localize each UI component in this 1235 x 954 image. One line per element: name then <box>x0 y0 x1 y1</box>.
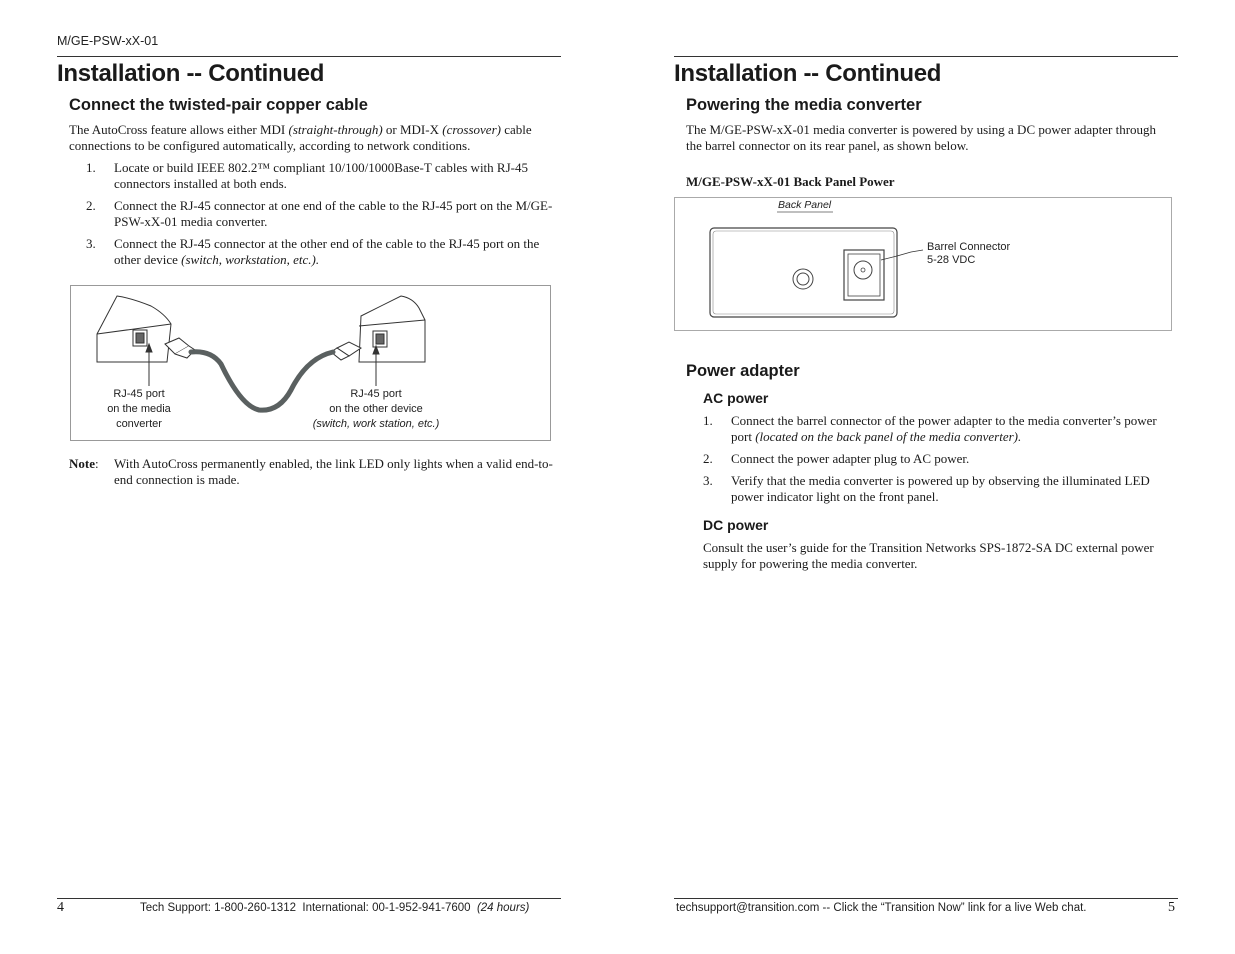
cable-connection-figure <box>70 285 551 441</box>
step-number: 2. <box>703 451 713 466</box>
back-panel-label: Back Panel <box>778 199 832 211</box>
step-text: Connect the barrel connector of the power adapter to the media converter’s power port <box>731 413 1157 444</box>
step-italic: (switch, workstation, etc.). <box>181 252 320 267</box>
back-panel-diagram <box>675 198 1171 330</box>
step-number: 1. <box>703 413 713 428</box>
media-converter-illustration <box>97 296 171 362</box>
step-text: Connect the RJ-45 connector at the other end of the cable to the RJ-45 port on the other device <box>114 236 540 267</box>
footer-rule <box>57 898 561 899</box>
step-number: 3. <box>86 236 96 251</box>
note-label: Note <box>69 456 95 471</box>
step-text: Verify that the media converter is powered up by observing the illuminated LED power indicator light on the front panel. <box>731 473 1150 504</box>
barrel-connector-label <box>927 241 1010 267</box>
other-device-illustration <box>359 296 425 362</box>
left-port-label <box>91 387 187 432</box>
ac-power-heading: AC power <box>703 390 769 406</box>
rj45-plug-right <box>331 342 361 360</box>
page-number: 4 <box>57 900 64 915</box>
label-line: converter <box>116 418 162 430</box>
label-line: on the media <box>107 403 171 415</box>
page-title: Installation -- Continued <box>674 60 942 87</box>
intro-italic-1: (straight-through) <box>288 122 383 137</box>
figure-caption: M/GE-PSW-xX-01 Back Panel Power <box>686 174 895 189</box>
footer-rule <box>674 898 1178 899</box>
footer-text: Tech Support: 1-800-260-1312 International: 00-1-952-941-7600 <box>140 902 477 914</box>
ac-steps-list <box>686 413 1166 511</box>
label-line: Barrel Connector <box>927 241 1011 253</box>
step-number: 3. <box>703 473 713 488</box>
note-text: With AutoCross permanently enabled, the link LED only lights when a valid end-to-end connection is made. <box>114 456 553 487</box>
step-number: 2. <box>86 198 96 213</box>
list-item <box>69 198 554 230</box>
cable-steps-list <box>69 160 554 274</box>
step-italic: (located on the back panel of the media converter). <box>755 429 1022 444</box>
support-footer: techsupport@transition.com -- Click the “Transition Now” link for a live Web chat. <box>676 902 1087 914</box>
header-rule <box>57 56 561 57</box>
intro-paragraph: The M/GE-PSW-xX-01 media converter is powered by using a DC power adapter through the barrel connector on its rear panel, as shown below. <box>686 122 1157 153</box>
intro-text-3: cable connections to be configured automatically, according to network conditions. <box>69 122 532 153</box>
footer-italic: (24 hours) <box>476 902 530 914</box>
intro-italic-2: (crossover) <box>442 122 501 137</box>
step-text: Connect the power adapter plug to AC power. <box>731 451 970 466</box>
dc-power-text: Consult the user’s guide for the Transition Networks SPS-1872-SA DC external power supply for powering the media converter. <box>703 540 1154 571</box>
label-line: 5-28 VDC <box>927 254 976 266</box>
step-number: 1. <box>86 160 96 175</box>
list-item <box>69 236 554 268</box>
page-title: Installation -- Continued <box>57 60 325 87</box>
note-colon: : <box>95 456 99 471</box>
page-number: 5 <box>1168 900 1175 915</box>
intro-text-1: The AutoCross feature allows either MDI <box>69 122 289 137</box>
step-text: Connect the RJ-45 connector at one end of the cable to the RJ-45 port on the M/GE-PSW-xX-01 media converter. <box>114 198 553 229</box>
label-line: RJ-45 port <box>350 388 402 400</box>
intro-paragraph <box>69 122 554 154</box>
list-item <box>686 473 1166 505</box>
list-item <box>686 451 1166 467</box>
list-item <box>69 160 554 192</box>
tech-support-footer <box>140 902 529 914</box>
section-heading: Powering the media converter <box>686 96 922 114</box>
intro-text-2: or MDI-X <box>382 122 443 137</box>
running-header: M/GE-PSW-xX-01 <box>57 34 159 48</box>
back-panel-figure <box>674 197 1172 331</box>
step-text: Locate or build IEEE 802.2™ compliant 10/100/1000Base-T cables with RJ-45 connectors installed at both ends. <box>114 160 528 191</box>
list-item <box>686 413 1166 445</box>
dc-power-heading: DC power <box>703 517 769 533</box>
label-line: (switch, work station, etc.) <box>312 418 440 430</box>
section-heading: Connect the twisted-pair copper cable <box>69 96 368 114</box>
power-adapter-heading: Power adapter <box>686 362 800 380</box>
right-port-label <box>293 387 459 432</box>
header-rule <box>674 56 1178 57</box>
label-line: on the other device <box>329 403 423 415</box>
label-line: RJ-45 port <box>113 388 165 400</box>
